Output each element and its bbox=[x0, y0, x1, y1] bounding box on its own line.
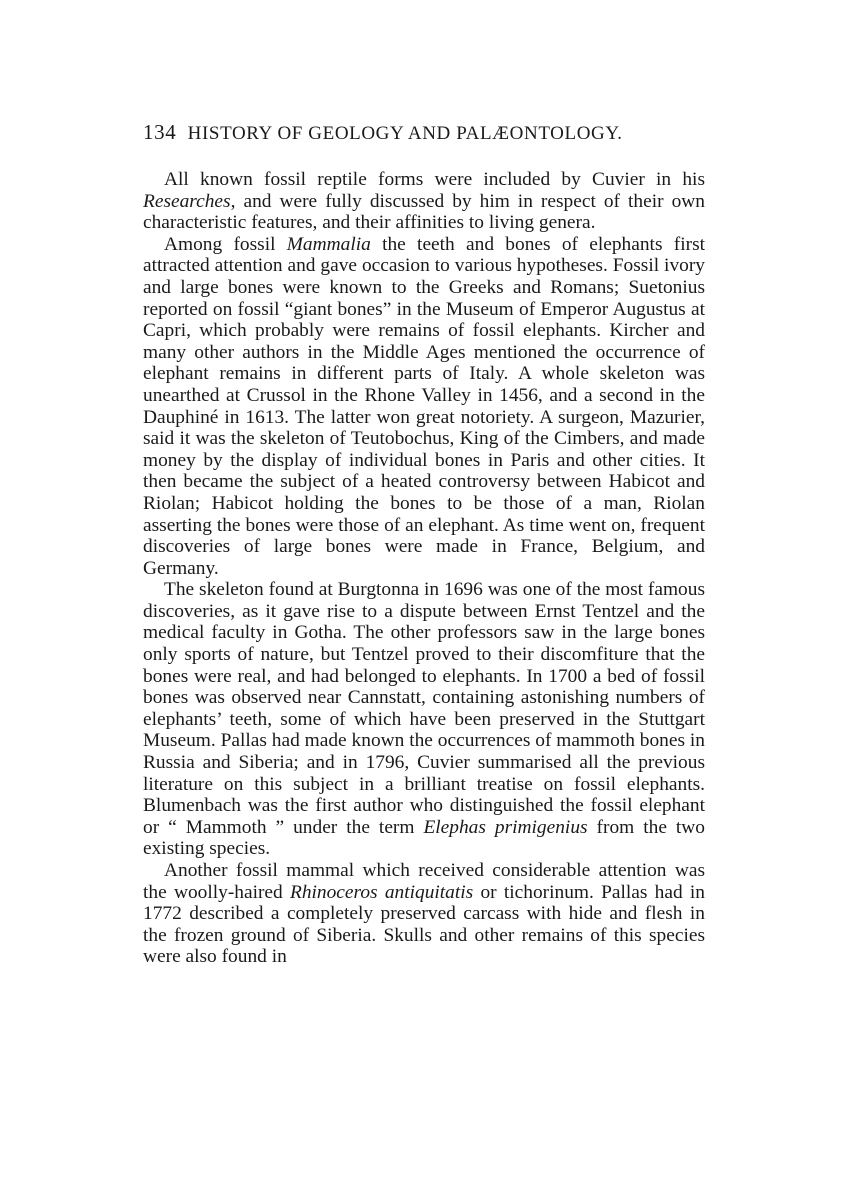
italic-term: Researches bbox=[143, 190, 231, 212]
paragraph-mammalia bbox=[143, 234, 705, 580]
paragraph-rhinoceros bbox=[143, 860, 705, 968]
paragraph-text: the teeth and bones of elephants first attracted attention and gave occasion to various hypotheses. Fossil ivory and large bones were known to the Greeks and Romans; Suetonius reported on fossil “giant bones” in the Museum of Emperor Augustus at Capri, which probably were remains of fossil elephants. Kircher and many other authors in the Middle Ages mentioned the occurrence of elephant remains in different parts of Italy. A whole skeleton was unearthed at Crussol in the Rhone Valley in 1456, and a second in the Dauphiné in 1613. The latter won great notoriety. A surgeon, Mazurier, said it was the skeleton of Teutobochus, King of the Cimbers, and made money by the display of individual bones in Paris and other cities. It then became the subject of a heated controversy between Habicot and Riolan; Habicot holding the bones to be those of a man, Riolan asserting the bones were those of an elephant. As time went on, frequent discoveries of large bones were made in France, Belgium, and Germany. bbox=[143, 233, 706, 579]
paragraph-text: or tichorinum. Pallas had in 1772 described a completely preserved carcass with hide and flesh in the frozen ground of Siberia. Skulls and other remains of this species were also found in bbox=[143, 881, 705, 968]
paragraph-text: from the two existing species. bbox=[143, 816, 705, 860]
paragraph-burgtonna bbox=[143, 579, 705, 860]
body-text bbox=[143, 169, 705, 968]
paragraph-text: All known fossil reptile forms were included by Cuvier in his bbox=[164, 169, 705, 190]
italic-term: Rhinoceros antiquitatis bbox=[289, 881, 474, 903]
paragraph-text: Another fossil mammal which received considerable attention was the woolly-haired bbox=[143, 860, 705, 903]
running-head bbox=[143, 120, 708, 146]
italic-term: Mammalia bbox=[286, 233, 371, 255]
page-number: 134 bbox=[143, 120, 177, 144]
paragraph-text: Among fossil bbox=[164, 233, 287, 255]
paragraph-text: , and were fully discussed by him in respect of their own characteristic features, and their affinities to living genera. bbox=[143, 190, 705, 234]
paragraph-text: The skeleton found at Burgtonna in 1696 was one of the most famous discoveries, as it gave rise to a dispute between Ernst Tentzel and the medical faculty in Gotha. The other professors saw in the large bones only sports of nature, but Tentzel proved to their discomfiture that the bones were real, and had belonged to elephants. In 1700 a bed of fossil bones was observed near Cannstatt, containing astonishing numbers of elephants’ teeth, some of which have been preserved in the Stuttgart Museum. Pallas had made known the occurrences of mammoth bones in Russia and Siberia; and in 1796, Cuvier summarised all the previous literature on this subject in a brilliant treatise on fossil elephants. Blumenbach was the first author who distinguished the fossil elephant or “ Mammoth ” under the term bbox=[143, 579, 705, 838]
paragraph-reptiles bbox=[143, 169, 705, 234]
running-title: HISTORY OF GEOLOGY AND PALÆONTOLOGY. bbox=[187, 123, 623, 144]
italic-term: Elephas primigenius bbox=[423, 816, 588, 838]
